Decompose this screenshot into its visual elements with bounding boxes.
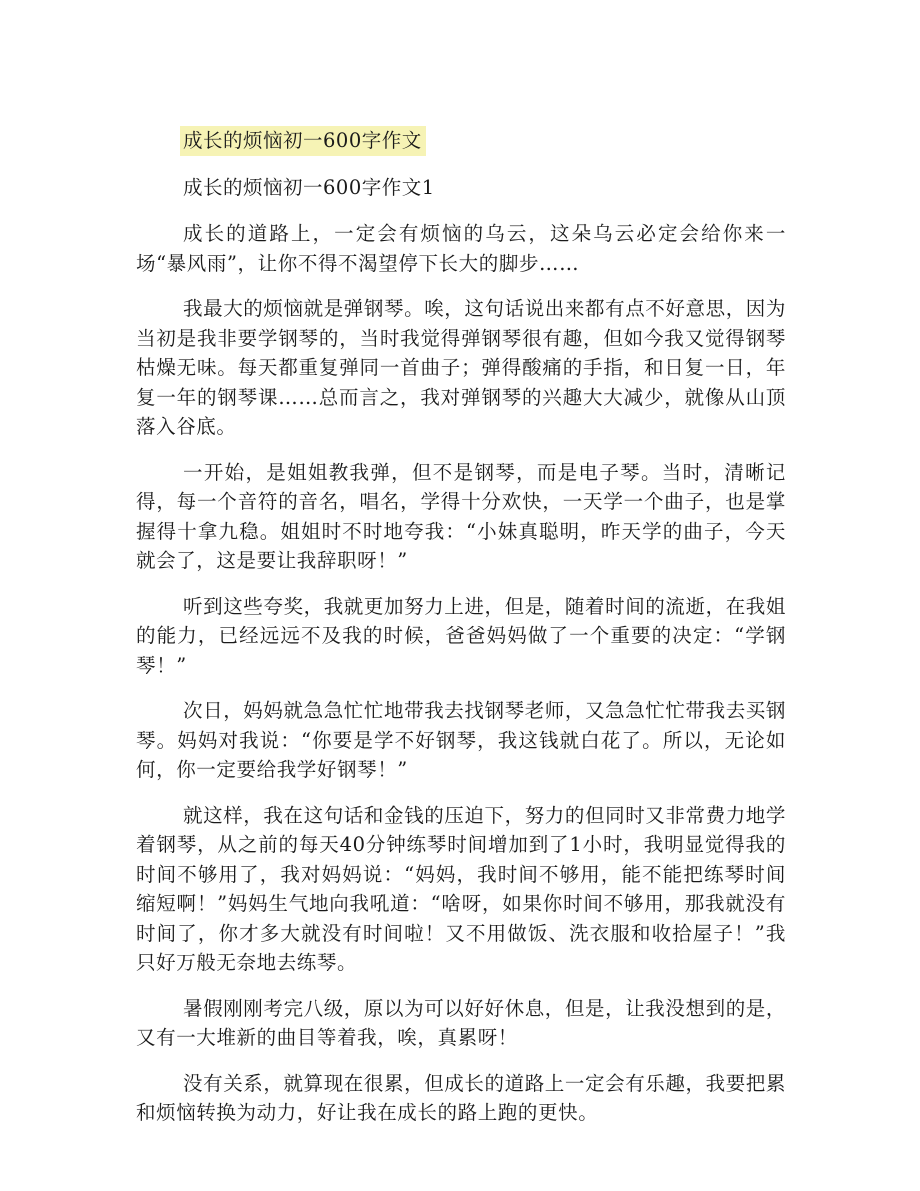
paragraph-6: 就这样，我在这句话和金钱的压迫下，努力的但同时又非常费力地学着钢琴，从之前的每天40分钟练琴时间增加到了1小时，我明显觉得我的时间不够用了，我对妈妈说：“妈妈，我时间不够用，能不能把练琴时间缩短啊！”妈妈生气地向我吼道：“啥呀，如果你时间不够用，那我就没有时间了，你才多大就没有时间啦！又不用做饭、洗衣服和收拾屋子！”我只好万般无奈地去练琴。 xyxy=(136,803,787,974)
document-title: 成长的烦恼初一600字作文 xyxy=(180,126,426,156)
document-page xyxy=(136,122,786,1128)
paragraph-8: 没有关系，就算现在很累，但成长的道路上一定会有乐趣，我要把累和烦恼转换为动力，好让我在成长的路上跑的更快。 xyxy=(136,1071,787,1124)
title-row xyxy=(180,122,786,160)
paragraph-2: 我最大的烦恼就是弹钢琴。唉，这句话说出来都有点不好意思，因为当初是我非要学钢琴的，当时我觉得弹钢琴很有趣，但如今我又觉得钢琴枯燥无味。每天都重复弹同一首曲子；弹得酸痛的手指，和日复一日，年复一年的钢琴课……总而言之，我对弹钢琴的兴趣大大减少，就像从山顶落入谷底。 xyxy=(136,297,787,438)
paragraph-1: 成长的道路上，一定会有烦恼的乌云，这朵乌云必定会给你来一场“暴风雨”，让你不得不渴望停下长大的脚步…… xyxy=(136,222,786,275)
paragraph-4: 听到这些夸奖，我就更加努力上进，但是，随着时间的流逝，在我姐的能力，已经远远不及我的时候，爸爸妈妈做了一个重要的决定：“学钢琴！” xyxy=(136,594,787,677)
document-subtitle: 成长的烦恼初一600字作文1 xyxy=(183,176,435,199)
paragraph-7: 暑假刚刚考完八级，原以为可以好好休息，但是，让我没想到的是，又有一大堆新的曲目等着我，唉，真累呀！ xyxy=(136,996,787,1049)
paragraph-5: 次日，妈妈就急急忙忙地带我去找钢琴老师，又急急忙忙带我去买钢琴。妈妈对我说：“你要是学不好钢琴，我这钱就白花了。所以，无论如何，你一定要给我学好钢琴！” xyxy=(136,699,787,781)
paragraph-3: 一开始，是姐姐教我弹，但不是钢琴，而是电子琴。当时，清晰记得，每一个音符的音名，唱名，学得十分欢快，一天学一个曲子，也是掌握得十拿九稳。姐姐时不时地夸我：“小妹真聪明，昨天学的曲子，今天就会了，这是要让我辞职呀！” xyxy=(136,460,786,572)
